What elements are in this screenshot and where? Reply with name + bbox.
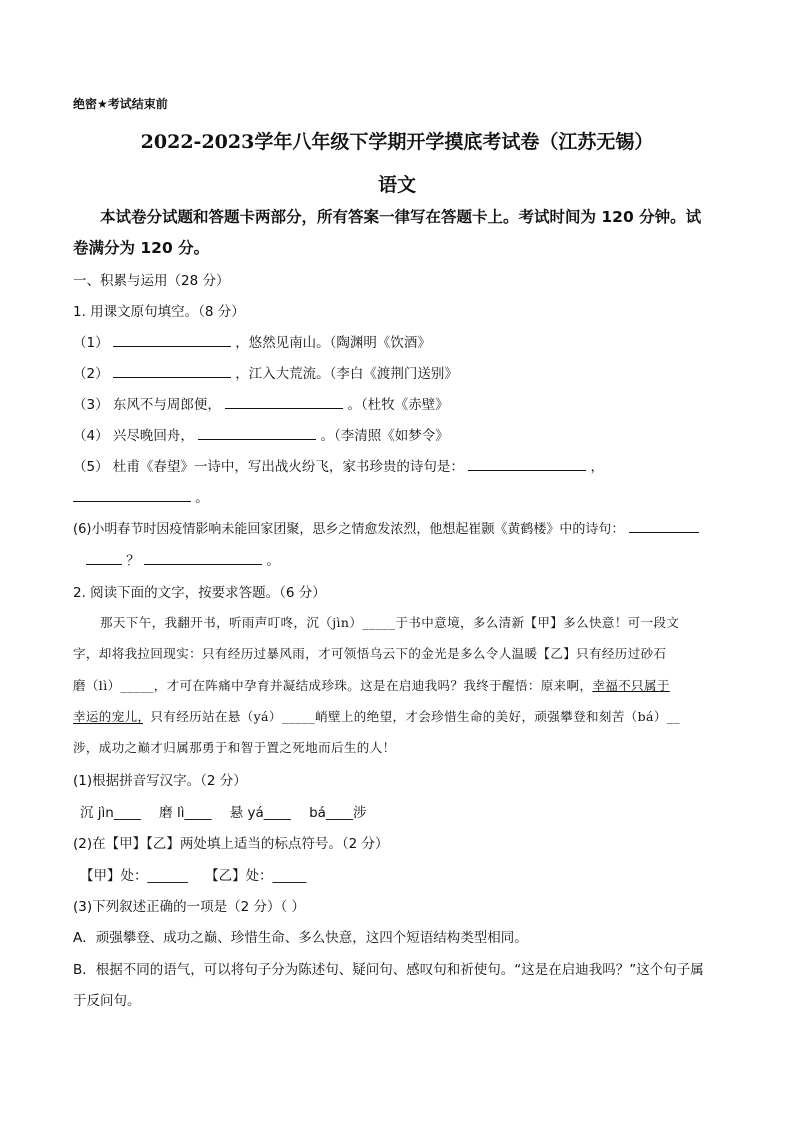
pinyin-item[interactable]: bá____涉	[309, 805, 367, 821]
answer-blank[interactable]	[225, 394, 343, 409]
q1-item-4	[73, 424, 449, 444]
q1-stem: 1. 用课文原句填空。（8 分）	[73, 304, 245, 320]
intro-line-1: 本试卷分试题和答题卡两部分，所有答案一律写在答题卡上。考试时间为 120 分钟。试	[100, 208, 702, 226]
item-number: （2）	[73, 366, 109, 382]
answer-blank[interactable]	[113, 332, 231, 347]
item-text: 。	[195, 490, 209, 506]
answer-blank[interactable]	[144, 550, 262, 565]
item-text: ？	[126, 553, 140, 569]
item-text: ，江入大荒流。（李白《渡荆门送别》	[235, 366, 458, 382]
item-text: 杜甫《春望》一诗中，写出战火纷飞，家书珍贵的诗句是：	[112, 459, 464, 475]
q2-stem: 2. 阅读下面的文字，按要求答题。（6 分）	[73, 585, 326, 601]
sub3-stem: (3)下列叙述正确的一项是（2 分）（ ）	[73, 899, 306, 915]
answer-blank[interactable]	[198, 425, 316, 440]
answer-blank[interactable]	[73, 487, 191, 502]
answer-blank[interactable]	[86, 550, 122, 565]
answer-blank[interactable]	[113, 363, 231, 378]
passage-line-5: 涉，成功之巅才归属那勇于和智于置之死地而后生的人！	[73, 740, 396, 755]
option-a[interactable]: A．顽强攀登、成功之巅、珍惜生命、多么快意，这四个短语结构类型相同。	[73, 930, 528, 946]
q1-item-3	[73, 393, 449, 413]
item-text: 。	[266, 553, 280, 569]
item-text: 兴尽晚回舟，	[112, 428, 194, 444]
option-b-cont: 于反问句。	[73, 993, 141, 1009]
passage-underlined: 幸福不只属于	[592, 678, 670, 693]
section-heading: 一、积累与运用（28 分）	[73, 273, 230, 289]
confidential-label: 绝密★考试结束前	[73, 97, 168, 111]
q1-item-6-cont	[86, 549, 280, 569]
jia-blank[interactable]: 【甲】处：______	[80, 868, 188, 884]
item-number: （4）	[73, 428, 109, 444]
underline-mark	[73, 723, 143, 724]
passage-line-3	[73, 676, 670, 694]
intro-line-2: 卷满分为 120 分。	[73, 239, 210, 257]
passage-line-2: 字，却将我拉回现实：只有经历过暴风雨，才可领悟乌云下的金光是多么令人温暖【乙】只有经历过砂石	[73, 646, 667, 661]
q1-item-5	[73, 455, 604, 475]
item-number: （5）	[73, 459, 109, 475]
yi-blank[interactable]: 【乙】处：_____	[205, 868, 307, 884]
item-number: （3）	[73, 397, 109, 413]
sub1-stem: (1)根据拼音写汉字。（2 分）	[73, 773, 247, 789]
pinyin-item[interactable]: 悬 yá____	[229, 805, 291, 821]
item-text: ，悠然见南山。（陶渊明《饮酒》	[235, 335, 431, 351]
pinyin-row	[80, 801, 380, 821]
option-b[interactable]: B．根据不同的语气，可以将句子分为陈述句、疑问句、感叹句和祈使句。“这是在启迪我吗？”这个句子属	[73, 962, 704, 978]
q1-item-1	[73, 331, 431, 351]
item-number: (6)	[73, 522, 92, 537]
sub2-stem: (2)在【甲】【乙】两处填上适当的标点符号。（2 分）	[73, 836, 389, 852]
subject-title: 语文	[377, 174, 416, 196]
q1-item-2	[73, 362, 458, 382]
passage-line-4	[73, 707, 680, 725]
item-text: 小明春节时因疫情影响未能回家团聚，思乡之情愈发浓烈，他想起崔颢《黄鹤楼》中的诗句：	[91, 522, 625, 537]
item-text: 。（杜牧《赤壁》	[347, 397, 449, 413]
answer-blank[interactable]	[468, 456, 586, 471]
q1-item-6	[73, 518, 699, 537]
passage-text: 磨（lì）_____，才可在阵痛中孕育并凝结成珍珠。这是在启迪我吗？我终于醒悟：原来啊，	[73, 678, 593, 693]
pinyin-item[interactable]: 沉 jìn____	[80, 805, 141, 821]
passage-line-1: 那天下午，我翻开书，听雨声叮咚，沉（jìn）_____于书中意境，多么清新【甲】多么快意！可一段文	[100, 615, 680, 630]
answer-blank[interactable]	[629, 518, 699, 533]
pinyin-item[interactable]: 磨 lì____	[159, 805, 212, 821]
passage-text: 幸运的宠儿，只有经历站在悬（yá）_____峭壁上的绝望，才会珍惜生命的美好，顽强攀登和刻苦（bá）__	[73, 709, 681, 724]
item-text: 。（李清照《如梦令》	[320, 428, 449, 444]
q1-item-5-cont	[73, 486, 209, 506]
punctuation-row	[80, 864, 306, 884]
item-number: （1）	[73, 335, 109, 351]
exam-title: 2022-2023学年八年级下学期开学摸底考试卷（江苏无锡）	[140, 131, 654, 153]
item-text: ，	[590, 459, 604, 475]
item-text: 东风不与周郎便，	[112, 397, 221, 413]
